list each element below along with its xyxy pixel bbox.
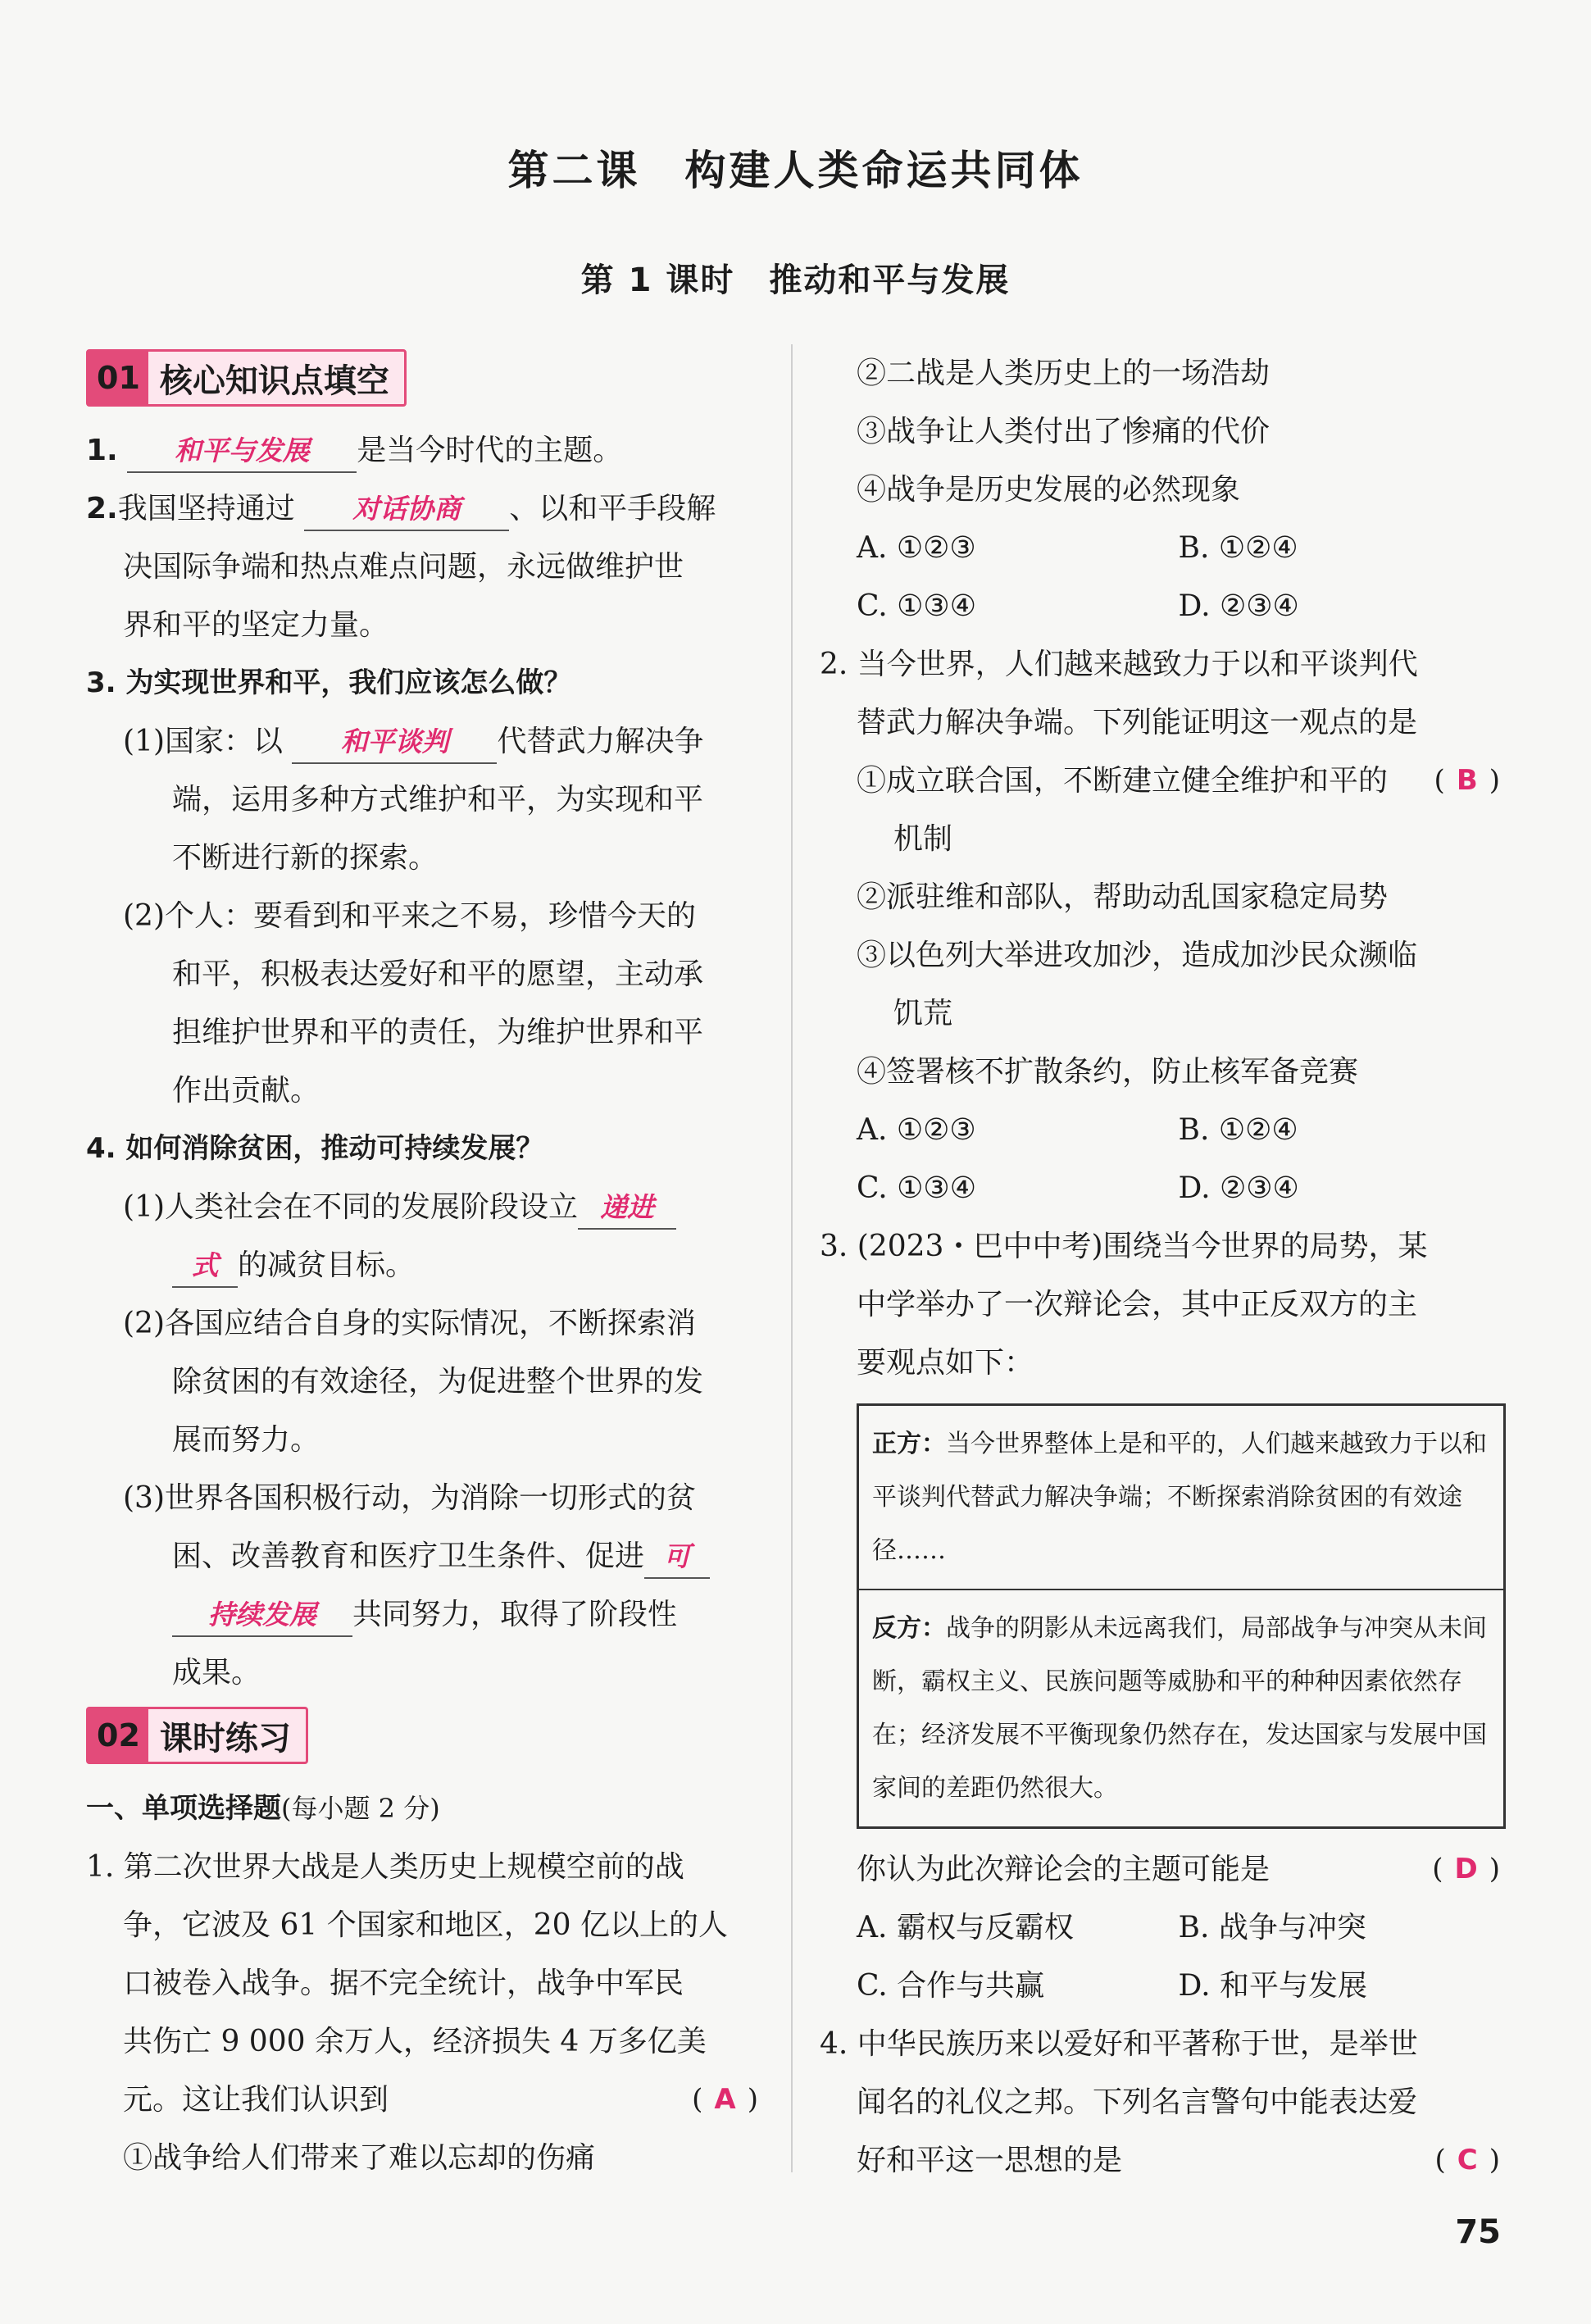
practice-heading: 一、单项选择题(每小题 2 分)	[86, 1792, 440, 1825]
fill-question-4: 4. 如何消除贫困，推动可持续发展？	[86, 1132, 544, 1165]
answer-bracket: ( D )	[1432, 1853, 1500, 1885]
fill-question-3: 3. 为实现世界和平，我们应该怎么做？	[86, 666, 572, 699]
mc-question-2: 2. 当今世界，人们越来越致力于以和平谈判代	[820, 648, 1418, 681]
section-header-practice	[86, 1707, 308, 1764]
answer-blank: 和平谈判	[292, 721, 497, 764]
debate-box	[857, 1403, 1506, 1829]
answer-bracket: ( A )	[692, 2083, 758, 2116]
answer-blank: 式	[172, 1245, 238, 1288]
answer-bracket: ( B )	[1434, 764, 1500, 797]
mc-question-3: 3. (2023・巴中中考)围绕当今世界的局势，某	[820, 1230, 1428, 1263]
section-number: 02	[89, 1709, 148, 1762]
lesson-title: 第二课 构建人类命运共同体	[507, 147, 1084, 194]
answer-blank: 对话协商	[304, 489, 509, 531]
options-row: A. 霸权与反霸权 B. 战争与冲突	[857, 1911, 1366, 1944]
options-row: C. ①③④ D. ②③④	[857, 1171, 1299, 1205]
answer-blank: 可	[644, 1536, 710, 1579]
answer-bracket: ( C )	[1434, 2144, 1500, 2176]
options-row: A. ①②③ B. ①②④	[857, 1113, 1298, 1147]
options-row: C. ①③④ D. ②③④	[857, 589, 1299, 623]
fill-question-1: 1. 和平与发展 是当今时代的主题。	[86, 421, 758, 480]
lesson-subtitle: 第 1 课时 推动和平与发展	[580, 262, 1011, 299]
mc-question-1: 1. 第二次世界大战是人类历史上规模空前的战	[86, 1850, 684, 1884]
options-row: A. ①②③ B. ①②④	[857, 531, 1298, 565]
con-side: 反方：战争的阴影从未远离我们，局部战争与冲突从未间断，霸权主义、民族问题等威胁和平的种种因素依然存在；经济发展不平衡现象仍然存在，发达国家与发展中国家间的差距仍然很大。	[859, 1589, 1503, 1826]
section-title: 课时练习	[159, 1719, 291, 1758]
right-column: ②二战是人类历史上的一场浩劫 ③战争让人类付出了惨痛的代价 ④战争是历史发展的必然现象 A. ①②③ B. ①②④ C. ①③④ D. ②③④ 2. 当今世界，人们越来越致力于以和平谈判代 替武力解决争端。下列能证明这一观点的是 ( B ) ①成立联合国，不断建立健全维护和平的 机制 ②派驻维和部队，帮助动乱国家稳定局势 ③以色列大举进攻加沙，造成加沙民众濒临 饥荒 ④签署核不扩散条约，防止核军备竞赛 A. ①②③ B. ①②④ C. ①③④ D. ②③④ 3. (2023・巴中中考)围绕当今世界的局势，某 中学举办了一次辩论会，其中正反双方的主 要观点如下： 正方：当今世界整体上是和平的，人们越来越致力于以和平谈判代替武力解决争端；不断探索消除贫困的有效途径…… 反方：战争的阴影从未远离我们，局部战争与冲突从未间断，霸权主义、民族问题等威胁和平的种种因素依然存在；经济发展不平衡现象仍然存在，发达国家与发展中国家间的差距仍然很大。 你认为此次辩论会的主题可能是 ( D ) A. 霸权与反霸权 B. 战争与冲突 C. 合作与共赢 D. 和平与发展 4. 中华民族历来以爱好和平著称于世，是举世 闻名的礼仪之邦。下列名言警句中能表达爱 好和平这一思想的是 ( C )	[820, 344, 1500, 2190]
section-number: 01	[89, 352, 148, 404]
answer-blank: 和平与发展	[127, 430, 357, 473]
answer-blank: 递进	[578, 1187, 676, 1230]
mc-question-4: 4. 中华民族历来以爱好和平著称于世，是举世	[820, 2027, 1418, 2061]
section-header-knowledge	[86, 349, 407, 407]
pro-side: 正方：当今世界整体上是和平的，人们越来越致力于以和平谈判代替武力解决争端；不断探索消除贫困的有效途径……	[872, 1430, 1487, 1565]
answer-blank: 持续发展	[172, 1594, 352, 1637]
fill-question-2: 2.我国坚持通过 对话协商 、以和平手段解	[86, 480, 758, 538]
options-row: C. 合作与共赢 D. 和平与发展	[857, 1969, 1367, 2003]
page-number: 75	[1455, 2213, 1501, 2251]
section-title: 核心知识点填空	[159, 362, 389, 400]
left-column: 01 核心知识点填空 1. 和平与发展 是当今时代的主题。 2.我国坚持通过 对话协商 、以和平手段解 决国际争端和热点难点问题，永远做维护世 界和平的坚定力量。 3. 为实现世界和平，我们应该怎么做？ (1)国家：以 和平谈判 代替武力解决争 端，运用多种方式维护和平，为实现和平 不断进行新的探索。 (2)个人：要看到和平来之不易，珍惜今天的 和平，积极表达爱好和平的愿望，主动承 担维护世界和平的责任，为维护世界和平 作出贡献。 4. 如何消除贫困，推动可持续发展？ (1)人类社会在不同的发展阶段设立 递进 式 的减贫目标。 (2)各国应结合自身的实际情况，不断探索消 除贫困的有效途径，为促进整个世界的发 展而努力。 (3)世界各国积极行动，为消除一切形式的贫 困、改善教育和医疗卫生条件、促进 可 持续发展 共同努力，取得了阶段性 成果。 02 课时练习 一、单项选择题(每小题 2 分) 1. 第二次世界大战是人类历史上规模空前的战 争，它波及 61 个国家和地区，20 亿以上的人 口被卷入战争。据不完全统计，战争中军民 共伤亡 9 000 余万人，经济损失 4 万多亿美 元。这让我们认识到 ( A ) ①战争给人们带来了难以忘却的伤痛	[86, 344, 758, 2187]
column-divider	[791, 344, 793, 2172]
